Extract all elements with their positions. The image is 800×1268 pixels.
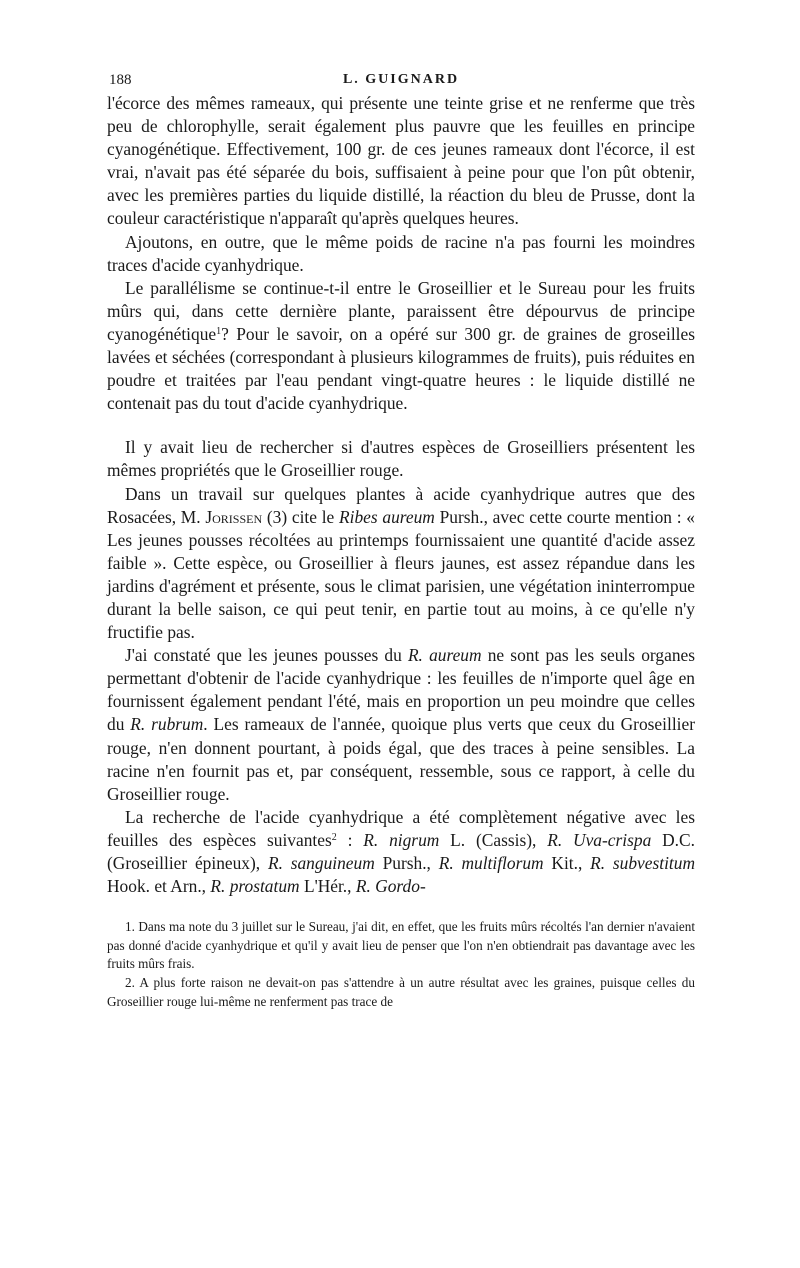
species-name: R. Gordo- <box>355 876 426 897</box>
text-run: L'Hér., <box>299 876 356 897</box>
species-name: Ribes aureum <box>339 506 435 527</box>
page-header <box>107 66 695 92</box>
footnote-ref-1: 1 <box>216 325 222 337</box>
paragraph-root: Ajoutons, en outre, que le même poids de racine n'a pas fourni les moindres traces d'acide cyanhydrique. <box>107 231 695 275</box>
article-body <box>107 92 695 898</box>
paragraph-jorissen <box>107 483 695 645</box>
text-run: ? Pour le savoir, on a opéré sur 300 gr. de graines de groseilles lavées et séchées (correspondant à plusieurs kilogrammes de fruits), puis réduites en poudre et traitées par l'eau pendant vingt-quatre heures : le liquide distillé ne contenait pas du tout d'acide cyanhydrique. <box>107 323 695 414</box>
species-name: R. Uva-crispa <box>547 829 652 850</box>
running-title: L. GUIGNARD <box>342 72 460 87</box>
text-run: L. (Cassis), <box>439 829 548 850</box>
author-name: Jorissen <box>205 506 263 527</box>
text-run: Kit., <box>543 853 591 873</box>
paragraph-fruits <box>107 277 695 416</box>
text-run: J'ai constaté que les jeunes pousses du <box>125 645 408 666</box>
text-run: (3) cite le <box>262 506 339 527</box>
species-name: R. multiflorum <box>438 853 544 873</box>
footnote-1: 1. Dans ma note du 3 juillet sur le Sureau, j'ai dit, en effet, que les fruits mûrs récoltés l'an dernier n'avaient pas donné d'acide cyanhydrique et qu'il y avait lieu de penser que l'on n'en obtiendrait pas davantage avec les fruits mûrs frais. <box>107 919 695 972</box>
species-name: R. aureum <box>407 645 482 666</box>
text-run: Hook. et Arn., <box>107 876 211 897</box>
text-run: : <box>336 829 364 850</box>
species-name: R. rubrum <box>130 714 204 735</box>
paragraph-other-species: Il y avait lieu de rechercher si d'autres espèces de Groseilliers présentent les mêmes propriétés que le Groseillier rouge. <box>107 437 695 481</box>
species-name: R. sanguineum <box>267 853 375 873</box>
text-run: Dans un travail sur quelques plantes à acide cyanhydrique autres que des Rosacées, M. <box>107 483 695 527</box>
paragraph-aureum <box>107 644 695 806</box>
text-run: ne sont pas les seuls organes permettant d'obtenir de l'acide cyanhydrique : les feuilles de n'importe quel âge en fournissent également pendant l'été, mais en proportion un peu moindre que celles du <box>107 645 695 735</box>
text-run: . Les rameaux de l'année, quoique plus verts que ceux du Groseillier rouge, n'en donnent pourtant, à poids égal, que des traces à peine sensibles. La racine n'en fournit pas et, par conséquent, ressemble, sous ce rapport, à celle du Groseillier rouge. <box>107 714 695 804</box>
paragraph-bark: l'écorce des mêmes rameaux, qui présente une teinte grise et ne renferme que très peu de chlorophylle, serait également plus pauvre que les feuilles en principe cyanogénétique. Effectivement, 100 gr. de ces jeunes rameaux dont l'écorce, il est vrai, n'avait pas été séparée du bois, suffisaient à peine pour que l'on pût obtenir, avec les premières parties du liquide distillé, la réaction du bleu de Prusse, dont la couleur caractéristique n'apparaît qu'après quelques heures. <box>107 93 695 229</box>
footnote-2: 2. A plus forte raison ne devait-on pas s'attendre à un autre résultat avec les graines, puisque celles du Groseillier rouge lui-même ne renferment pas trace de <box>107 974 695 1009</box>
footnotes <box>107 918 695 1011</box>
text-run: D.C. (Groseillier épineux), <box>107 829 695 873</box>
text-run: La recherche de l'acide cyanhydrique a été complètement négative avec les feuilles des espèces suivantes <box>107 806 695 850</box>
page-number: 188 <box>109 72 132 88</box>
footnote-ref-2: 2 <box>331 831 337 843</box>
journal-page <box>107 66 695 1011</box>
text-run: Pursh., avec cette courte mention : « Les jeunes pousses récoltées au printemps fournissaient une quantité d'acide assez faible ». Cette espèce, ou Groseillier à fleurs jaunes, est assez répandue dans les jardins d'agrément et présente, sous le climat parisien, une végétation ininterrompue durant la belle saison, ce qui peut tenir, en partie tout au moins, à ce qu'elle n'y fructifie pas. <box>107 506 695 643</box>
paragraph-negative <box>107 806 695 898</box>
text-run: Pursh., <box>374 853 439 873</box>
text-run: Le parallélisme se continue-t-il entre le Groseillier et le Sureau pour les fruits mûrs qui, dans cette dernière plante, paraissent être dépourvus de principe cyanogénétique <box>107 277 695 344</box>
species-name: R. subvestitum <box>590 853 696 873</box>
species-name: R. nigrum <box>363 829 440 850</box>
species-name: R. prostatum <box>210 876 300 897</box>
